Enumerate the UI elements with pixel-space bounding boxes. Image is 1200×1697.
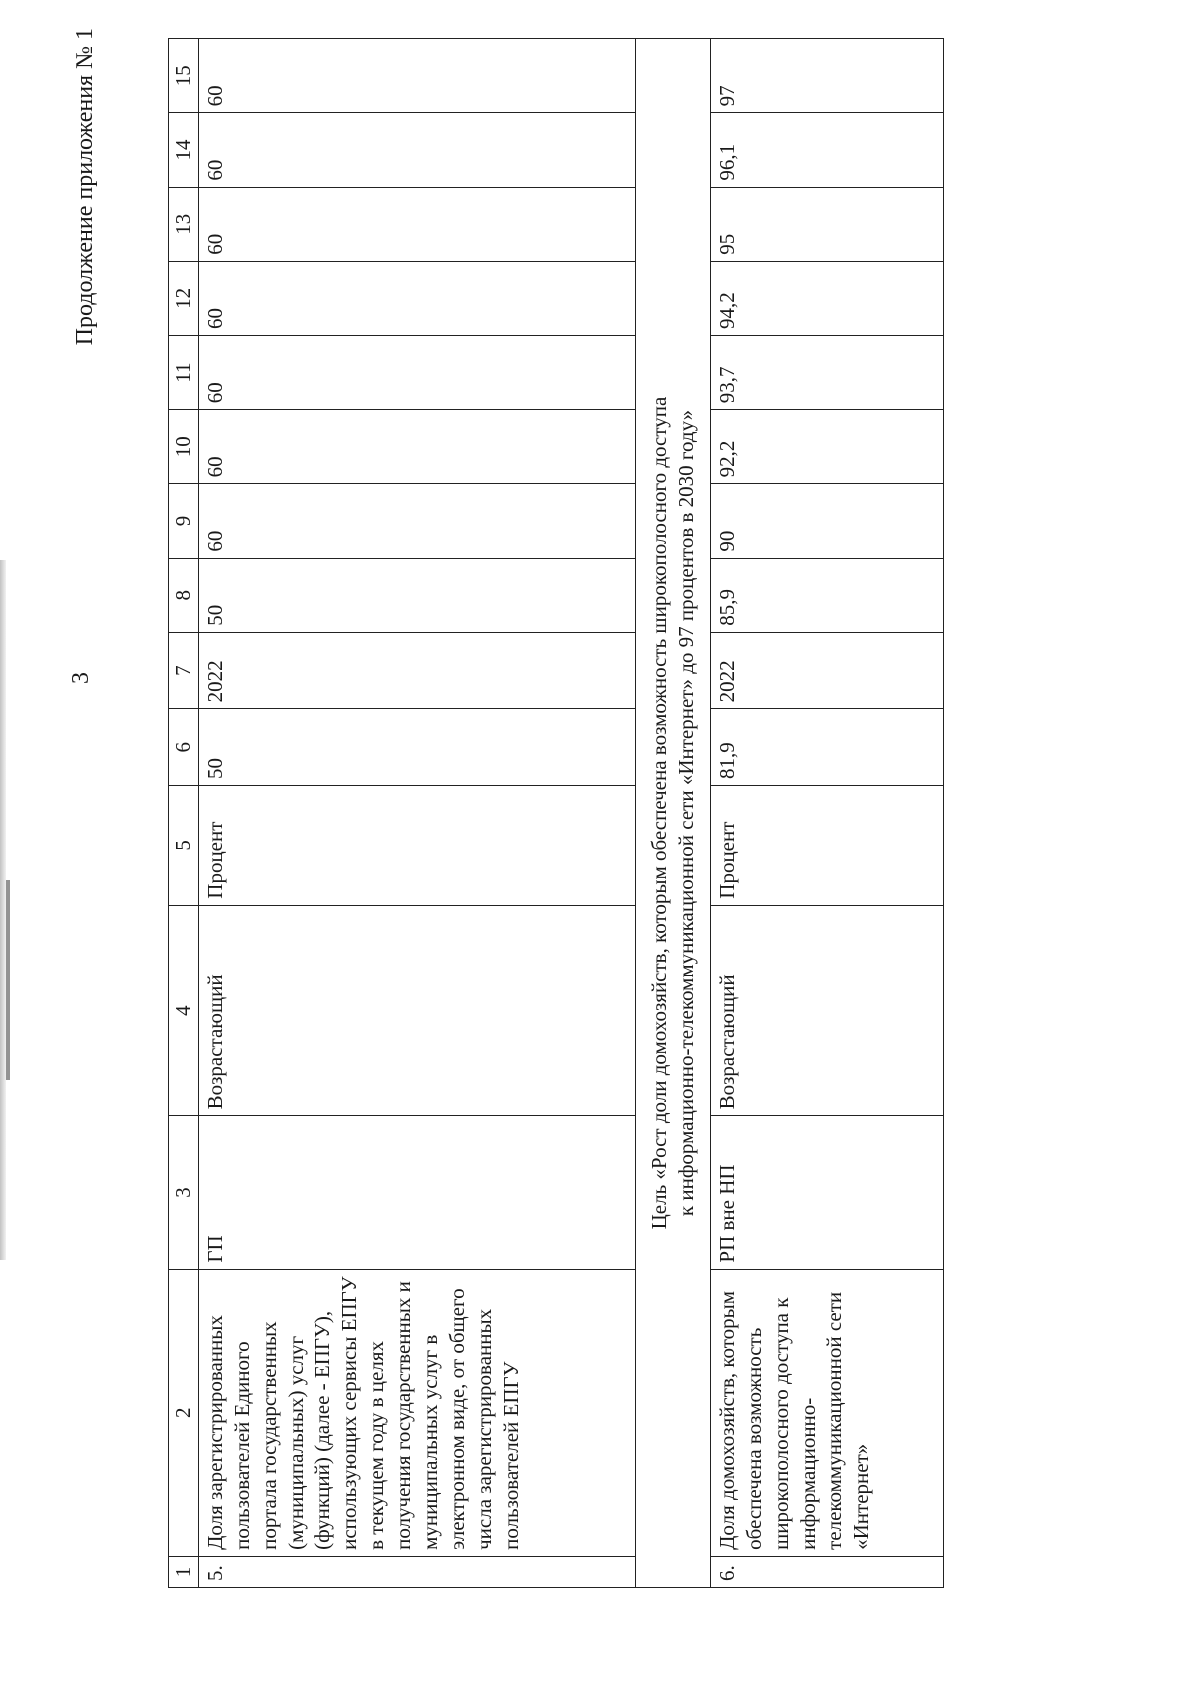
year-value: 95 bbox=[710, 187, 943, 261]
appendix-title: Продолжение приложения № 1 bbox=[72, 28, 98, 346]
column-number: 12 bbox=[169, 261, 199, 335]
base-value: 81,9 bbox=[710, 709, 943, 786]
year-value: 60 bbox=[198, 410, 635, 484]
year-value: 92,2 bbox=[710, 410, 943, 484]
indicator-unit: Процент bbox=[710, 786, 943, 906]
column-number: 14 bbox=[169, 113, 199, 187]
column-number: 9 bbox=[169, 484, 199, 558]
year-value: 60 bbox=[198, 39, 635, 113]
column-number: 7 bbox=[169, 632, 199, 709]
column-number: 3 bbox=[169, 1116, 199, 1269]
column-number-row bbox=[169, 39, 199, 1588]
indicator-level: РП вне НП bbox=[710, 1116, 943, 1269]
column-number: 8 bbox=[169, 558, 199, 632]
goal-cell bbox=[635, 39, 710, 1588]
year-value: 60 bbox=[198, 113, 635, 187]
indicators-table bbox=[168, 38, 944, 1588]
scan-shadow-dark bbox=[6, 880, 10, 1080]
year-value: 60 bbox=[198, 335, 635, 409]
year-value: 60 bbox=[198, 187, 635, 261]
row-number: 5. bbox=[198, 1556, 635, 1587]
goal-text-line-1: Цель «Рост доли домохозяйств, которым обеспечена возможность широкополосного доступа bbox=[647, 396, 671, 1230]
indicator-unit: Процент bbox=[198, 786, 635, 906]
year-value: 85,9 bbox=[710, 558, 943, 632]
year-value: 96,1 bbox=[710, 113, 943, 187]
base-year: 2022 bbox=[710, 632, 943, 709]
column-number: 5 bbox=[169, 786, 199, 906]
column-number: 4 bbox=[169, 905, 199, 1116]
year-value: 60 bbox=[198, 484, 635, 558]
base-value: 50 bbox=[198, 709, 635, 786]
column-number: 1 bbox=[169, 1556, 199, 1587]
year-value: 50 bbox=[198, 558, 635, 632]
table-row bbox=[710, 39, 943, 1588]
year-value: 90 bbox=[710, 484, 943, 558]
indicator-trend: Возрастающий bbox=[198, 905, 635, 1116]
row-number: 6. bbox=[710, 1556, 943, 1587]
column-number: 2 bbox=[169, 1269, 199, 1556]
goal-text-line-2: к информационно-телекоммуникационной сети «Интернет» до 97 процентов в 2030 году» bbox=[673, 409, 698, 1217]
column-number: 13 bbox=[169, 187, 199, 261]
base-year: 2022 bbox=[198, 632, 635, 709]
column-number: 6 bbox=[169, 709, 199, 786]
year-value: 60 bbox=[198, 261, 635, 335]
goal-row bbox=[635, 39, 710, 1588]
indicator-name: Доля домохозяйств, которым обеспечена возможность широкополосного доступа к информационно-телекоммуникационной сети «Интернет» bbox=[710, 1269, 943, 1556]
year-value: 97 bbox=[710, 39, 943, 113]
column-number: 15 bbox=[169, 39, 199, 113]
table-row bbox=[198, 39, 635, 1588]
column-number: 11 bbox=[169, 335, 199, 409]
year-value: 93,7 bbox=[710, 335, 943, 409]
indicator-level: ГП bbox=[198, 1116, 635, 1269]
page-number: 3 bbox=[68, 672, 94, 684]
column-number: 10 bbox=[169, 410, 199, 484]
rotated-document bbox=[68, 28, 1028, 1588]
indicator-name: Доля зарегистрированных пользователей Единого портала государственных (муниципальных) услуг (функций) (далее - ЕПГУ), использующих сервисы ЕПГУ в текущем году в целях получения государственных и муниципальных услуг в электронном виде, от общего числа зарегистрированных пользователей ЕПГУ bbox=[198, 1269, 635, 1556]
indicator-trend: Возрастающий bbox=[710, 905, 943, 1116]
year-value: 94,2 bbox=[710, 261, 943, 335]
